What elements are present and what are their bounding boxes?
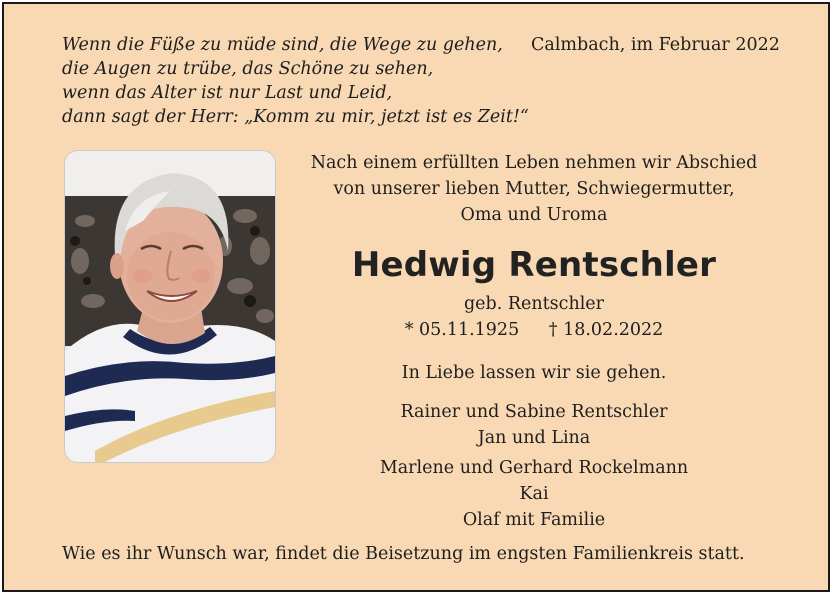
mourners-group-2 <box>294 455 774 533</box>
funeral-note: Wie es ihr Wunsch war, findet die Beisetzung im engsten Familienkreis statt. <box>62 544 745 564</box>
deceased-name: Hedwig Rentschler <box>351 245 717 285</box>
maiden-name: geb. Rentschler <box>463 294 605 314</box>
farewell-intro <box>294 150 774 228</box>
life-dates <box>294 318 774 342</box>
intro-line: Nach einem erfüllten Leben nehmen wir Abschied <box>310 153 758 173</box>
place-date: Calmbach, im Februar 2022 <box>531 35 780 55</box>
poem <box>62 33 529 129</box>
mourner-line: Olaf mit Familie <box>462 510 606 530</box>
poem-line: Wenn die Füße zu müde sind, die Wege zu gehen, <box>62 35 503 55</box>
intro-line: Oma und Uroma <box>460 205 608 225</box>
mourner-line: Jan und Lina <box>477 428 591 448</box>
death-date: † 18.02.2022 <box>548 320 664 340</box>
motto: In Liebe lassen wir sie gehen. <box>401 363 667 383</box>
intro-line: von unserer lieben Mutter, Schwiegermutter, <box>333 179 735 199</box>
poem-line: wenn das Alter ist nur Last und Leid, <box>62 83 393 103</box>
mourners-group-1 <box>294 399 774 451</box>
mourner-line: Kai <box>519 484 549 504</box>
poem-line: dann sagt der Herr: „Komm zu mir, jetzt ist es Zeit!“ <box>62 107 529 127</box>
poem-line: die Augen zu trübe, das Schöne zu sehen, <box>62 59 434 79</box>
mourner-line: Marlene und Gerhard Rockelmann <box>379 458 689 478</box>
portrait-photo <box>64 150 276 463</box>
birth-date: * 05.11.1925 <box>404 320 520 340</box>
mourner-line: Rainer und Sabine Rentschler <box>400 402 668 422</box>
obituary-card <box>2 2 830 592</box>
